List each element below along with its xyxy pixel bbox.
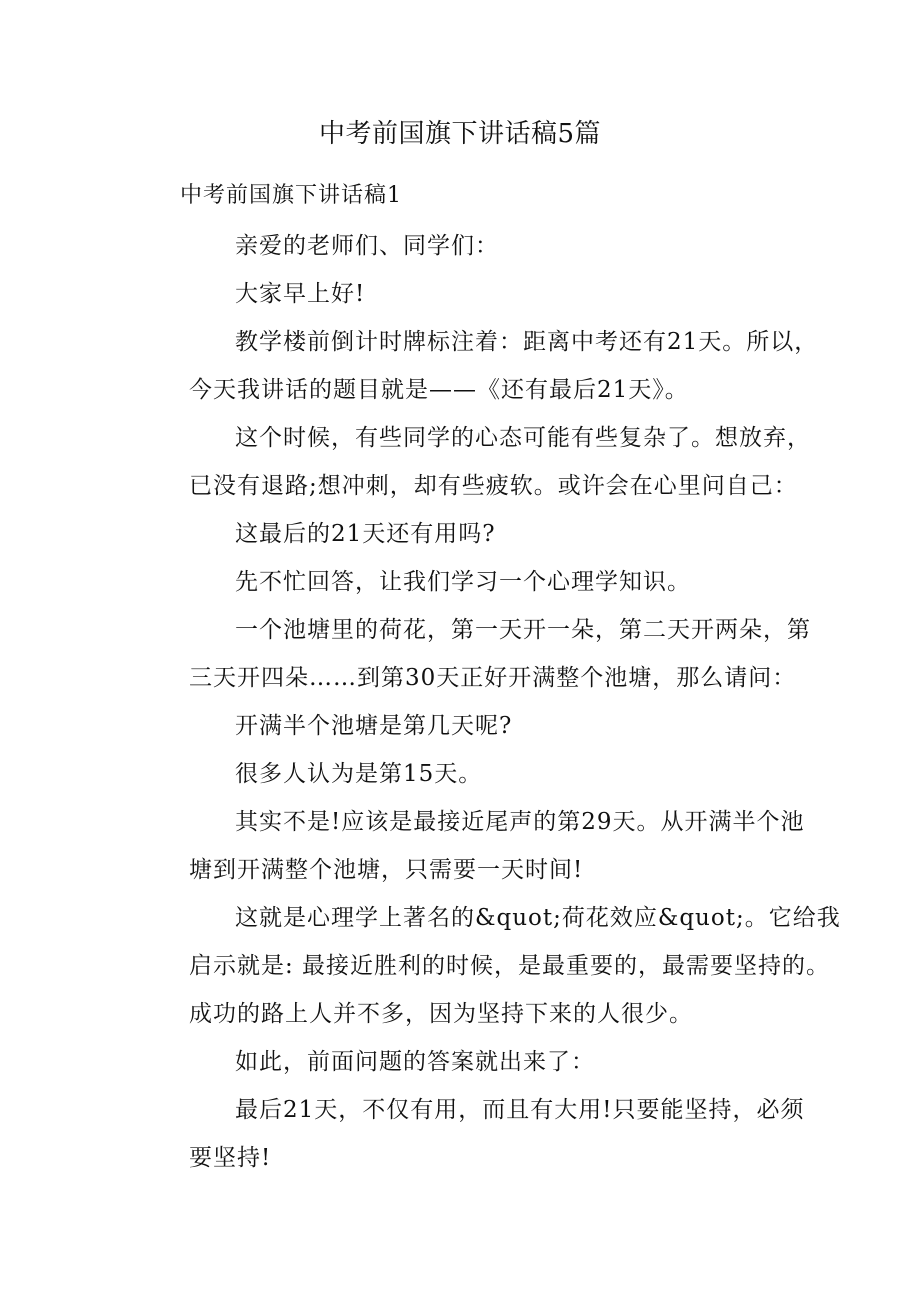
paragraph-line: 这个时候，有些同学的心态可能有些复杂了。想放弃， <box>235 425 811 451</box>
paragraph <box>143 750 788 798</box>
paragraph-line: 亲爱的老师们、同学们： <box>235 233 499 259</box>
paragraph-line: 先不忙回答，让我们学习一个心理学知识。 <box>235 569 691 595</box>
paragraph <box>143 222 788 270</box>
paragraph <box>143 414 811 510</box>
paragraph-line: 最后21天，不仅有用，而且有大用!只要能坚持，必须 <box>235 1097 805 1123</box>
document-title: 中考前国旗下讲话稿5篇 <box>318 119 602 149</box>
paragraph-line: 要坚持! <box>189 1145 272 1171</box>
paragraph <box>143 1038 788 1086</box>
paragraph-line: 大家早上好! <box>235 281 366 307</box>
paragraph <box>143 1086 805 1182</box>
section-subtitle: 中考前国旗下讲话稿1 <box>180 183 402 208</box>
paragraph-line: 一个池塘里的荷花，第一天开一朵，第二天开两朵，第 <box>235 617 811 643</box>
paragraph <box>143 894 841 1038</box>
paragraph <box>143 702 788 750</box>
paragraph-line: 今天我讲话的题目就是——《还有最后21天》。 <box>189 377 689 403</box>
paragraph-line: 如此，前面问题的答案就出来了： <box>235 1049 595 1075</box>
paragraph-line: 启示就是: 最接近胜利的时候，是最重要的，最需要坚持的。 <box>189 953 831 979</box>
paragraph <box>143 606 811 702</box>
paragraph-line: 其实不是!应该是最接近尾声的第29天。从开满半个池 <box>235 809 805 835</box>
paragraph <box>143 798 805 894</box>
document-body <box>143 222 841 1182</box>
paragraph <box>143 510 788 558</box>
paragraph-line: 已没有退路;想冲刺，却有些疲软。或许会在心里问自己： <box>189 473 798 499</box>
paragraph <box>143 558 788 606</box>
paragraph <box>143 270 788 318</box>
paragraph-line: 开满半个池塘是第几天呢? <box>235 713 513 739</box>
paragraph-line: 成功的路上人并不多，因为坚持下来的人很少。 <box>189 1001 693 1027</box>
paragraph-line: 教学楼前倒计时牌标注着：距离中考还有21天。所以， <box>235 329 819 355</box>
paragraph <box>143 318 819 414</box>
paragraph-line: 塘到开满整个池塘，只需要一天时间! <box>189 857 584 883</box>
paragraph-line: 很多人认为是第15天。 <box>235 761 483 787</box>
paragraph-line: 三天开四朵……到第30天正好开满整个池塘，那么请问： <box>189 665 797 691</box>
paragraph-line: 这就是心理学上著名的&quot;荷花效应&quot;。它给我 <box>235 905 841 931</box>
paragraph-line: 这最后的21天还有用吗? <box>235 521 496 547</box>
